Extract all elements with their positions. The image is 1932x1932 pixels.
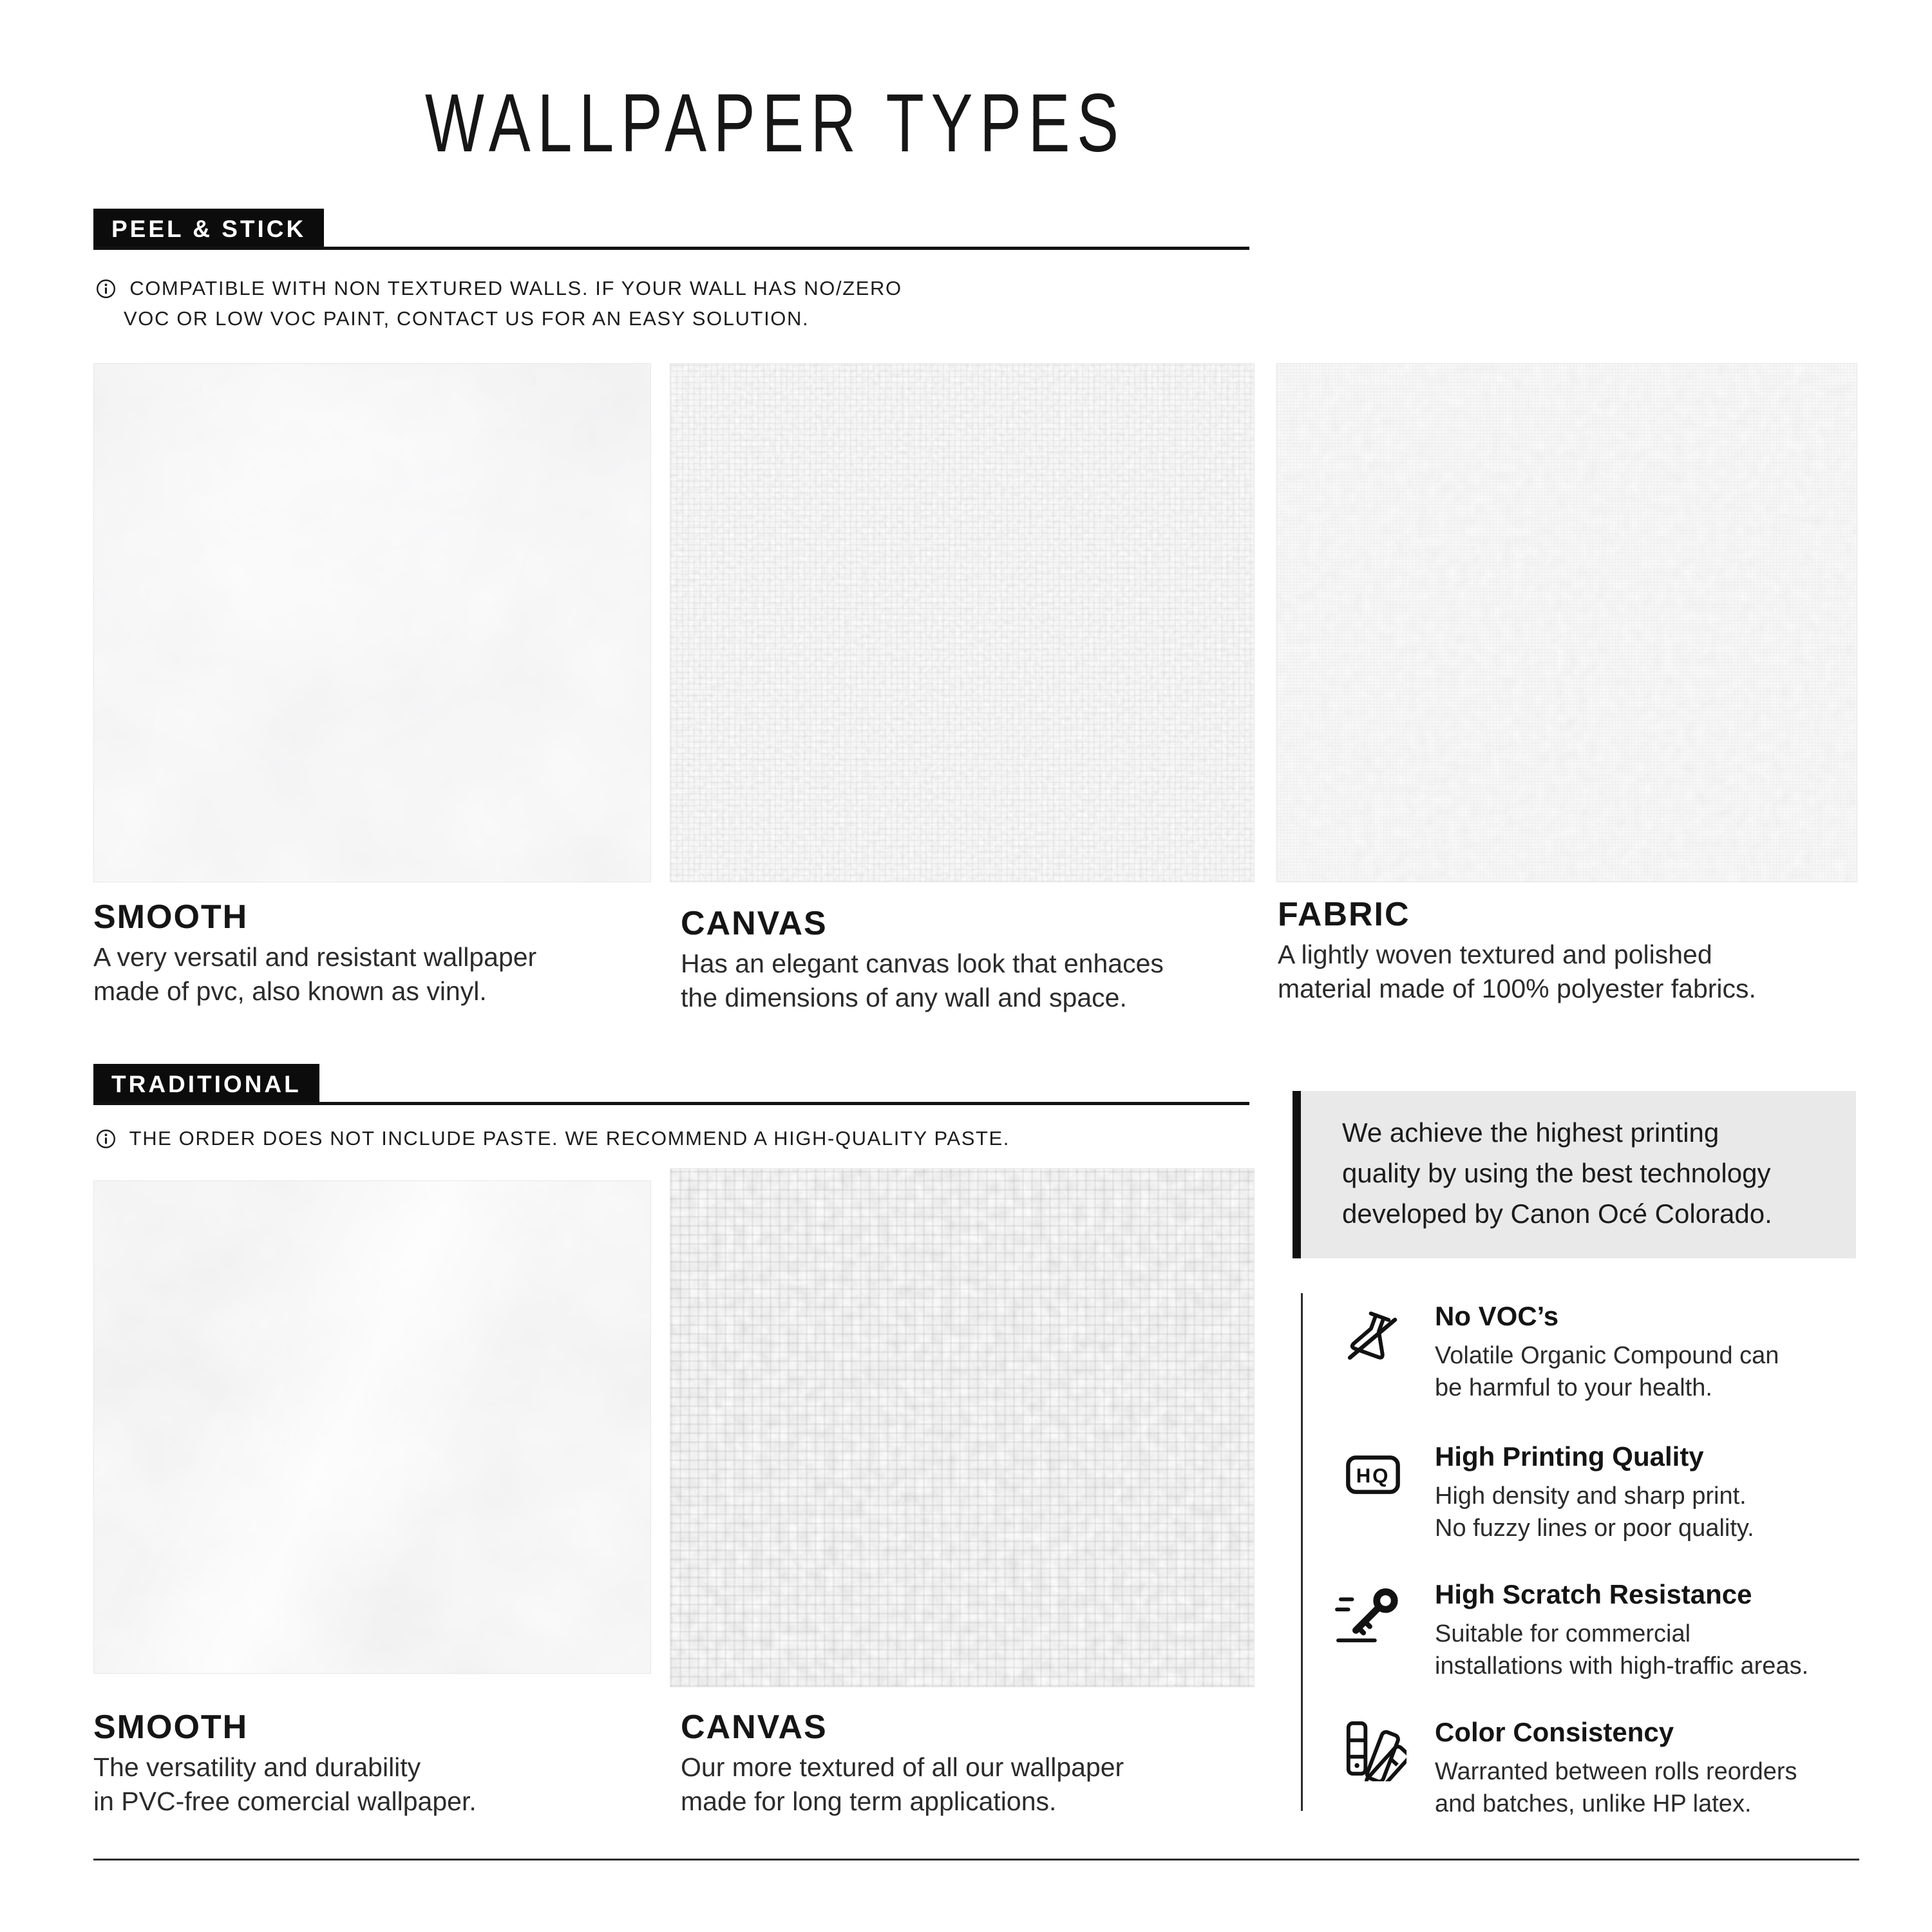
desc-line: Has an elegant canvas look that enhaces xyxy=(681,949,1164,978)
note-peel-stick xyxy=(95,273,902,334)
sample-desc-fabric xyxy=(1278,938,1756,1006)
desc-line: in PVC-free comercial wallpaper. xyxy=(93,1786,477,1816)
desc-line: made for long term applications. xyxy=(681,1786,1057,1816)
texture-shading xyxy=(94,364,650,882)
color-swatch-fan-icon xyxy=(1343,1718,1406,1781)
sample-desc-smooth xyxy=(93,940,536,1009)
texture-sample-smooth-peel-stick xyxy=(93,363,651,882)
no-voc-flask-icon xyxy=(1343,1307,1403,1367)
desc-line: the dimensions of any wall and space. xyxy=(681,983,1127,1012)
feature-title-print-quality: High Printing Quality xyxy=(1435,1441,1704,1472)
texture-weave-overlay xyxy=(1277,364,1857,882)
desc-line: A lightly woven textured and polished xyxy=(1278,940,1712,969)
quality-box xyxy=(1301,1091,1856,1258)
desc-line: Volatile Organic Compound can xyxy=(1435,1342,1779,1369)
quality-text-line: We achieve the highest printing xyxy=(1342,1117,1719,1148)
feature-title-color-consistency: Color Consistency xyxy=(1435,1717,1674,1747)
sample-heading-fabric: FABRIC xyxy=(1278,896,1410,933)
desc-line: High density and sharp print. xyxy=(1435,1482,1747,1510)
desc-line: be harmful to your health. xyxy=(1435,1374,1712,1401)
section-rule-peel-stick xyxy=(93,247,1249,250)
desc-line: Warranted between rolls reorders xyxy=(1435,1758,1797,1785)
feature-desc-color-consistency xyxy=(1435,1756,1797,1820)
texture-sample-smooth-traditional xyxy=(93,1180,651,1674)
sample-heading-canvas: CANVAS xyxy=(681,905,828,942)
sample-heading-canvas-traditional: CANVAS xyxy=(681,1709,828,1746)
quality-text-line: quality by using the best technology xyxy=(1342,1158,1771,1188)
desc-line: The versatility and durability xyxy=(93,1752,421,1782)
hq-badge-icon xyxy=(1343,1445,1403,1504)
texture-sample-fabric-peel-stick xyxy=(1276,363,1857,882)
desc-line: material made of 100% polyester fabrics. xyxy=(1278,974,1756,1003)
feature-title-no-voc: No VOC’s xyxy=(1435,1301,1559,1331)
sample-desc-canvas xyxy=(681,947,1164,1015)
texture-shading xyxy=(94,1181,650,1673)
desc-line: Our more textured of all our wallpaper xyxy=(681,1752,1124,1782)
sample-heading-smooth: SMOOTH xyxy=(93,898,249,936)
desc-line: Suitable for commercial xyxy=(1435,1620,1691,1647)
info-icon xyxy=(95,278,117,299)
desc-line: A very versatil and resistant wallpaper xyxy=(93,942,537,972)
sample-desc-canvas-traditional xyxy=(681,1750,1124,1819)
desc-line: made of pvc, also known as vinyl. xyxy=(93,976,487,1006)
page-title: WALLPAPER TYPES xyxy=(425,77,1126,169)
feature-desc-scratch-resistance xyxy=(1435,1618,1808,1682)
sample-heading-smooth-traditional: SMOOTH xyxy=(93,1709,249,1746)
sample-desc-smooth-traditional xyxy=(93,1750,477,1819)
quality-box-accent-bar xyxy=(1293,1091,1301,1258)
note-text-line1: COMPATIBLE WITH NON TEXTURED WALLS. IF YOUR WALL HAS NO/ZERO xyxy=(129,277,902,299)
note-traditional xyxy=(95,1123,1010,1153)
texture-weave-overlay xyxy=(670,1169,1254,1687)
features-divider-line xyxy=(1301,1293,1303,1811)
feature-desc-print-quality xyxy=(1435,1480,1754,1544)
section-label-traditional: TRADITIONAL xyxy=(93,1064,319,1105)
bottom-divider-rule xyxy=(93,1859,1859,1861)
texture-sample-canvas-peel-stick xyxy=(670,363,1255,882)
info-icon xyxy=(95,1128,117,1150)
quality-text-line: developed by Canon Océ Colorado. xyxy=(1342,1198,1772,1229)
feature-desc-no-voc xyxy=(1435,1340,1779,1404)
feature-title-scratch-resistance: High Scratch Resistance xyxy=(1435,1579,1752,1609)
note-text-line1: THE ORDER DOES NOT INCLUDE PASTE. WE RECOMMEND A HIGH-QUALITY PASTE. xyxy=(129,1127,1010,1150)
texture-sample-canvas-traditional xyxy=(670,1168,1255,1687)
scratch-key-icon xyxy=(1332,1583,1406,1646)
desc-line: installations with high-traffic areas. xyxy=(1435,1653,1809,1680)
note-text-line2: VOC OR LOW VOC PAINT, CONTACT US FOR AN EASY SOLUTION. xyxy=(124,307,810,330)
svg-text:HQ: HQ xyxy=(1356,1464,1390,1487)
desc-line: No fuzzy lines or poor quality. xyxy=(1435,1515,1754,1542)
section-label-peel-stick: PEEL & STICK xyxy=(93,209,324,250)
desc-line: and batches, unlike HP latex. xyxy=(1435,1790,1752,1817)
section-rule-traditional xyxy=(93,1102,1249,1105)
texture-weave-overlay xyxy=(670,364,1254,882)
